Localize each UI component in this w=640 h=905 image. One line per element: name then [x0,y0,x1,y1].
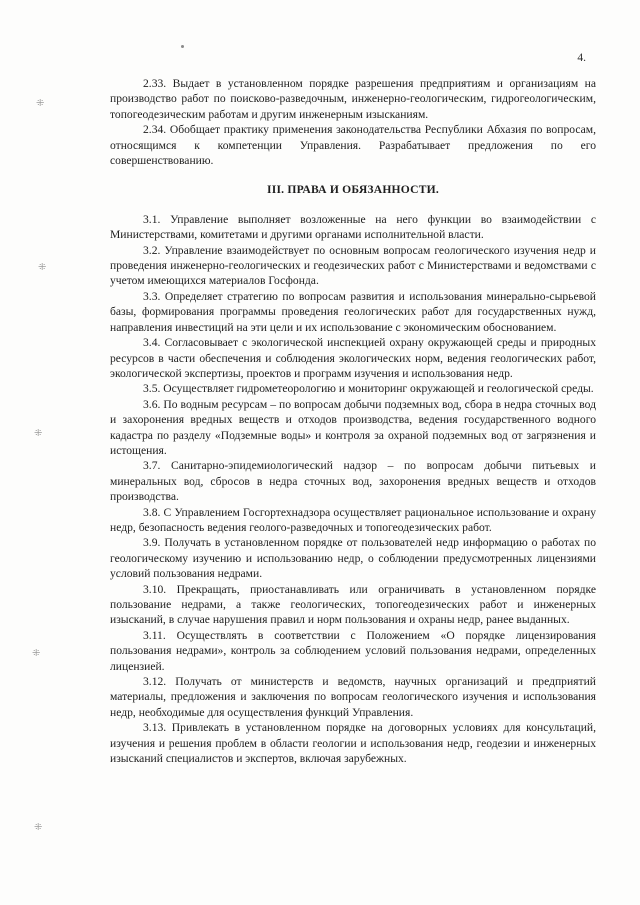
paragraph-3-9: 3.9. Получать в установленном порядке от пользователей недр информацию о работах по геологическому изучению и использованию недр, о соблюдении предусмотренных лицензиями условий пользования недрами. [110,536,596,581]
scan-speck [181,45,184,48]
page-number: 4. [577,52,586,64]
paragraph-3-11: 3.11. Осуществлять в соответствии с Положением «О порядке лицензирования пользования недрами», контроль за соблюдением условий пользования недрами, определенных лицензией. [110,628,596,673]
paragraph-3-2: 3.2. Управление взаимодействует по основным вопросам геологического изучения недр и проведения инженерно-геологических и геодезических работ с Министерствами и ведомствами с учетом имеющихся материалов Госфонда. [110,243,596,288]
paragraph-3-7: 3.7. Санитарно-эпидемиологический надзор – по вопросам добычи питьевых и минеральных вод, сбросов в недра сточных вод, захоронения вредных веществ и отходов производства. [110,459,596,504]
paragraph-2-34: 2.34. Обобщает практику применения законодательства Республики Абхазия по вопросам, относящимся к компетенции Управления. Разрабатывает предложения по его совершенствованию. [110,123,596,168]
document-body [110,76,596,766]
scan-artifact: ⁜ [34,428,43,439]
paragraph-3-5: 3.5. Осуществляет гидрометеорологию и мониторинг окружающей и геологической среды. [143,382,594,396]
scan-artifact: ⁜ [34,822,43,833]
section-heading: III. ПРАВА И ОБЯЗАННОСТИ. [267,183,439,197]
scan-artifact: ⁜ [36,98,45,109]
paragraph-3-3: 3.3. Определяет стратегию по вопросам развития и использования минерально-сырьевой базы, формирования программы проведения геологических работ для государственных нужд, направления инвестиций на эти цели и их использование с экономическим обоснованием. [110,289,596,334]
paragraph-2-33: 2.33. Выдает в установленном порядке разрешения предприятиям и организациям на производство работ по поисково-разведочным, инженерно-геологическим, гидрогеологическим, топогеодезическим работам и другим инженерным изысканиям. [110,77,596,121]
paragraph-3-4: 3.4. Согласовывает с экологической инспекцией охрану окружающей среды и природных ресурсов в части обеспечения и соблюдения экологических норм, ведения геологических работ, экологической экспертизы, проектов и программ изучения и использования недр. [110,336,596,380]
paragraph-3-6: 3.6. По водным ресурсам – по вопросам добычи подземных вод, сбора в недра сточных вод и захоронения вредных веществ и отходов производства, ведения государственного водного кадастра по разделу «Подземные воды» и контроля за охраной подземных вод от загрязнения и истощения. [110,397,596,457]
scan-artifact: ⁜ [38,262,47,273]
paragraph-3-10: 3.10. Прекращать, приостанавливать или ограничивать в установленном порядке пользование недрами, а также геологических, топогеодезических работ и инженерных изысканий, в случае нарушения правил и норм пользования и охраны недр, ранее выданных. [110,582,596,627]
paragraph-3-8: 3.8. С Управлением Госгортехнадзора осуществляет рациональное использование и охрану недр, безопасность ведения геолого-разведочных и топогеодезических работ. [110,505,596,534]
paragraph-3-12: 3.12. Получать от министерств и ведомств, научных организаций и предприятий материалы, предложения и заключения по вопросам геологического изучения и использования недр, необходимые для осуществления функций Управления. [110,675,596,719]
scan-artifact: ⁜ [32,648,41,659]
paragraph-3-13: 3.13. Привлекать в установленном порядке на договорных условиях для консультаций, изучения и решения проблем в области геологии и использования недр, геодезии и инженерных изысканий специалистов и экспертов, включая зарубежных. [110,721,596,766]
paragraph-3-1: 3.1. Управление выполняет возложенные на него функции во взаимодействии с Министерствами, комитетами и другими органами исполнительной власти. [110,212,596,242]
